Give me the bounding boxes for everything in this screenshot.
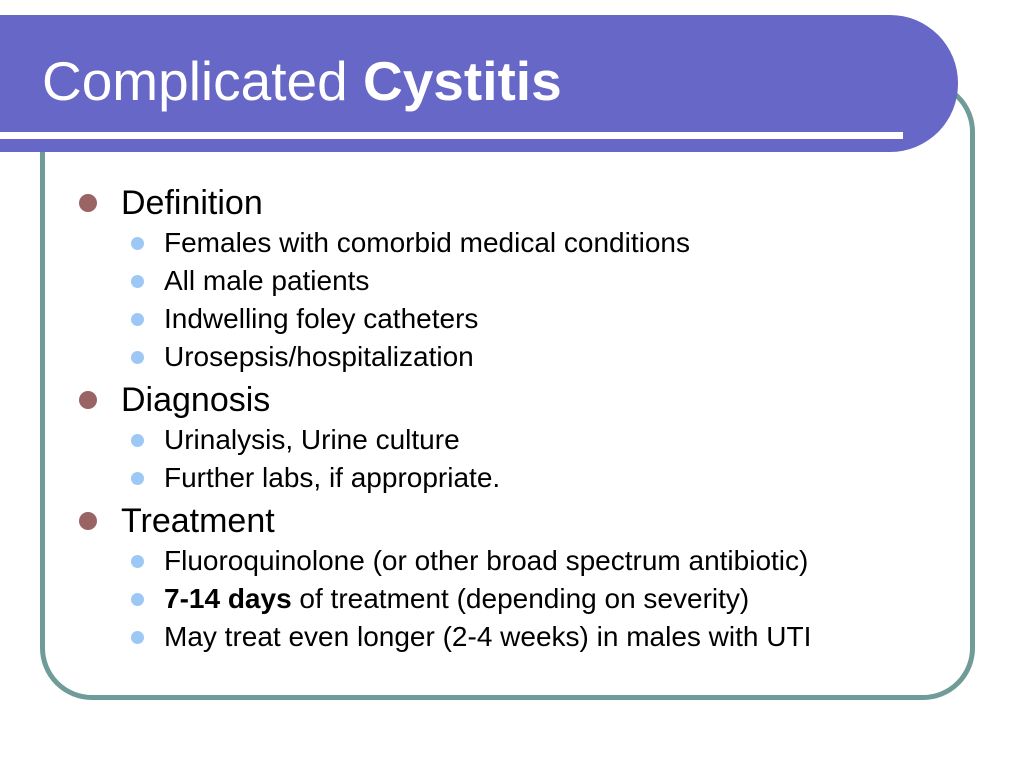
bullet-item-treatment [0, 500, 1024, 542]
sub-bullet-item [0, 421, 1024, 459]
level2-bullet-icon [131, 434, 144, 447]
bullet-item-label: Treatment [121, 502, 275, 540]
bullet-item-definition [0, 182, 1024, 224]
sub-bullet-item [0, 224, 1024, 262]
sub-bullet-item [0, 338, 1024, 376]
level2-bullet-icon [131, 351, 144, 364]
sub-bullet-item [0, 580, 1024, 618]
slide-title-regular: Complicated [42, 50, 363, 112]
bullet-item-diagnosis [0, 379, 1024, 421]
sub-bullet-text: Indwelling foley catheters [164, 303, 479, 334]
sub-bullet-bold-text: 7-14 days [164, 583, 292, 614]
sub-bullet-text: Further labs, if appropriate. [164, 462, 501, 493]
sub-bullet-text: May treat even longer (2-4 weeks) in males with UTI [164, 621, 812, 652]
level2-bullet-icon [131, 631, 144, 644]
slide-title [42, 50, 562, 112]
level1-bullet-icon [79, 194, 97, 212]
slide-title-bold: Cystitis [362, 50, 562, 112]
sub-bullet-item [0, 300, 1024, 338]
sub-bullet-text: Urinalysis, Urine culture [164, 424, 460, 455]
sub-bullet-item [0, 542, 1024, 580]
level1-bullet-icon [79, 391, 97, 409]
sub-bullet-item [0, 459, 1024, 497]
banner-underline [0, 132, 903, 139]
level2-bullet-icon [131, 555, 144, 568]
sub-bullet-text: Fluoroquinolone (or other broad spectrum antibiotic) [164, 545, 809, 576]
sub-bullet-text: of treatment (depending on severity) [291, 583, 750, 614]
sub-bullet-item [0, 618, 1024, 656]
sub-bullet-text: All male patients [164, 265, 370, 296]
sub-bullet-item [0, 262, 1024, 300]
level2-bullet-icon [131, 237, 144, 250]
bullet-list [0, 182, 1024, 656]
sub-bullet-text: Urosepsis/hospitalization [164, 341, 474, 372]
level1-bullet-icon [79, 512, 97, 530]
level2-bullet-icon [131, 275, 144, 288]
sub-bullet-text: Females with comorbid medical conditions [164, 227, 690, 258]
bullet-item-label: Definition [121, 184, 263, 222]
level2-bullet-icon [131, 472, 144, 485]
level2-bullet-icon [131, 313, 144, 326]
bullet-item-label: Diagnosis [121, 381, 271, 419]
level2-bullet-icon [131, 593, 144, 606]
